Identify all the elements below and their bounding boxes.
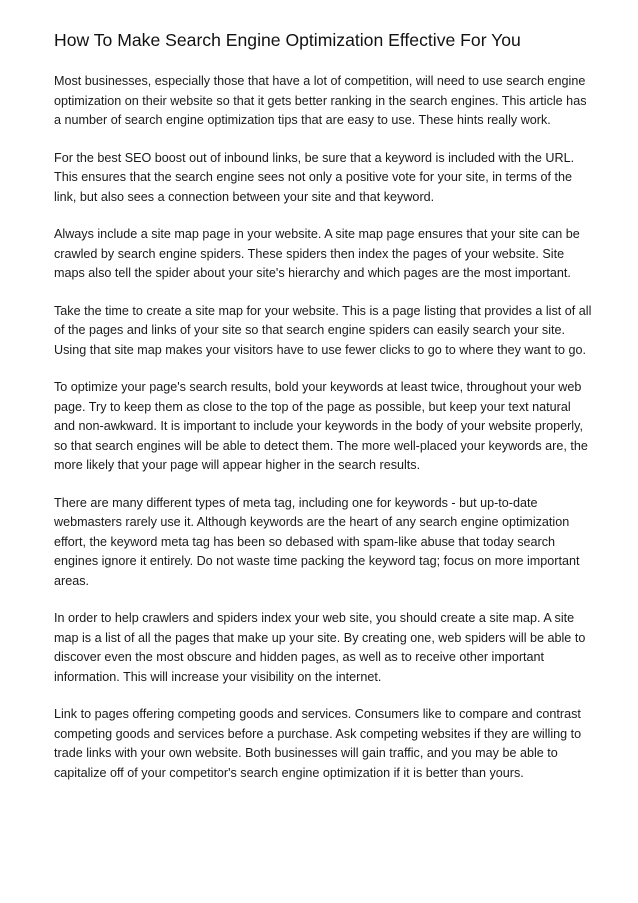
paragraph-intro: Most businesses, especially those that have a lot of competition, will need to use search engine optimization on their website so that it gets better ranking in the search engines. This article has a number of search engine optimization tips that are easy to use. These hints really work. xyxy=(54,74,587,127)
paragraph-competing-links: Link to pages offering competing goods and services. Consumers like to compare and contrast competing goods and services before a purchase. Ask competing websites if they are willing to trade links with your own website. Both businesses will gain traffic, and you may be able to capitalize off of your competitor's search engine optimization if it is better than yours. xyxy=(54,707,582,780)
page-title: How To Make Search Engine Optimization Effective For You xyxy=(54,30,521,50)
paragraph-bold-keywords: To optimize your page's search results, bold your keywords at least twice, throughout your web page. Try to keep them as close to the top of the page as possible, but keep your text natural and non-awkward. It is important to include your keywords in the body of your website properly, so that search engines will be able to detect them. The more well-placed your keywords are, the more likely that your page will appear higher in the search results. xyxy=(54,380,588,472)
document-page xyxy=(54,28,594,801)
paragraph-inbound-links: For the best SEO boost out of inbound links, be sure that a keyword is included with the URL. This ensures that the search engine sees not only a positive vote for your site, in terms of the link, but also sees a connection between your site and that keyword. xyxy=(54,150,575,204)
paragraph-crawlers-site-map: In order to help crawlers and spiders index your web site, you should create a site map. A site map is a list of all the pages that make up your site. By creating one, web spiders will be able to discover even the most obscure and hidden pages, as well as to receive other important information. This will increase your visibility on the internet. xyxy=(54,611,586,684)
paragraph-site-map-page: Always include a site map page in your website. A site map page ensures that your site can be crawled by search engine spiders. These spiders then index the pages of your website. Site maps also tell the spider about your site's hierarchy and which pages are the most important. xyxy=(54,227,580,280)
paragraph-create-site-map: Take the time to create a site map for your website. This is a page listing that provides a list of all of the pages and links of your site so that search engine spiders can easily search your site. Using that site map makes your visitors have to use fewer clicks to go to where they want to go. xyxy=(54,303,592,357)
paragraph-meta-tags: There are many different types of meta tag, including one for keywords - but up-to-date webmasters rarely use it. Although keywords are the heart of any search engine optimization effort, the keyword meta tag has been so debased with spam-like abuse that today search engines ignore it entirely. Do not waste time packing the keyword tag; focus on more important areas. xyxy=(54,495,580,588)
